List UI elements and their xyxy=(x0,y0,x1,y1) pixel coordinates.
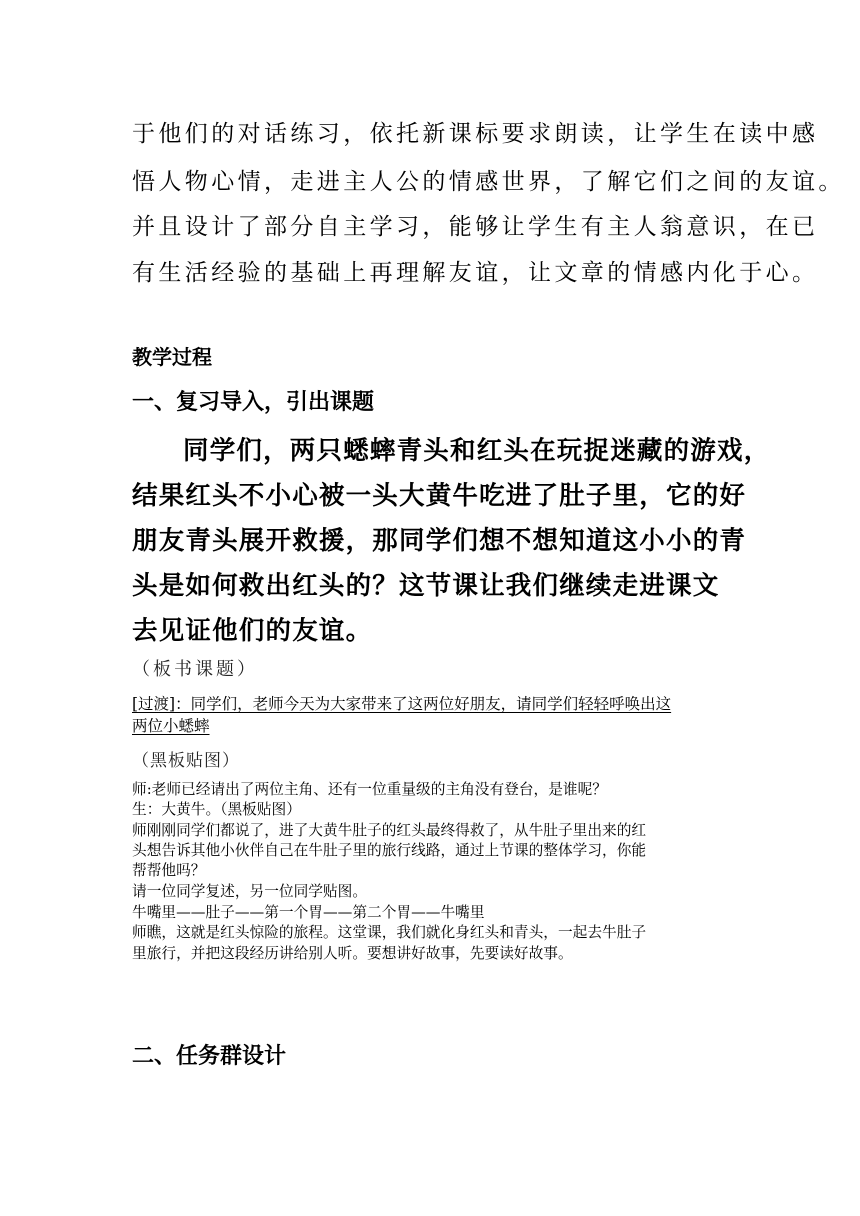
intro-line-2: 悟人物心情，走进主人公的情感世界，了解它们之间的友谊。 xyxy=(132,169,845,195)
dialog-line-8: 师瞧，这就是红头惊险的旅程。这堂课，我们就化身红头和青头，一起去牛肚子 xyxy=(132,924,647,941)
section1-title: 一、复习导入，引出课题 xyxy=(132,390,375,415)
section1-body-line-5: 去见证他们的友谊。 xyxy=(132,616,373,646)
dialog-line-1: 师:老师已经请出了两位主角、还有一位重量级的主角没有登台，是谁呢？ xyxy=(132,781,607,798)
section1-body-line-2: 结果红头不小心被一头大黄牛吃进了肚子里，它的好 xyxy=(132,481,747,511)
intro-line-4: 有生活经验的基础上再理解友谊，让文章的情感内化于心。 xyxy=(132,260,819,286)
section2-title: 二、任务群设计 xyxy=(132,1044,287,1069)
dialog-line-6: 请一位同学复述，另一位同学贴图。 xyxy=(132,883,368,900)
process-title: 教学过程 xyxy=(132,345,212,369)
intro-line-3: 并且设计了部分自主学习，能够让学生有主人翁意识，在已 xyxy=(132,214,819,240)
dialog-line-2: 生：大黄牛。（黑板贴图） xyxy=(132,801,301,818)
dialog-line-7: 牛嘴里——肚子——第一个胃——第二个胃——牛嘴里 xyxy=(132,904,485,921)
dialog-line-4: 头想告诉其他小伙伴自己在牛肚子里的旅行线路，通过上节课的整体学习，你能 xyxy=(132,842,647,859)
section1-body-line-4: 头是如何救出红头的？这节课让我们继续走进课文 xyxy=(132,571,720,601)
transition-line-1: [过渡]：同学们，老师今天为大家带来了这两位好朋友，请同学们轻轻呼唤出这 xyxy=(132,695,672,713)
dialog-line-3: 师刚刚同学们都说了，进了大黄牛肚子的红头最终得救了，从牛肚子里出来的红 xyxy=(132,822,647,839)
section1-body-line-3: 朋友青头展开救援，那同学们想不想知道这小小的青 xyxy=(132,526,747,556)
section1-body-line-1: 同学们，两只蟋蟀青头和红头在玩捉迷藏的游戏， xyxy=(183,436,771,466)
board-title-note: （板书课题） xyxy=(132,659,258,680)
dialog-line-9: 里旅行，并把这段经历讲给别人听。要想讲好故事，先要读好故事。 xyxy=(132,945,573,962)
intro-line-1: 于他们的对话练习，依托新课标要求朗读，让学生在读中感 xyxy=(132,121,819,147)
dialog-line-5: 帮帮他吗？ xyxy=(132,862,206,879)
transition-line-2: 两位小蟋蟀 xyxy=(132,717,210,735)
board-image-note: （黑板贴图） xyxy=(132,751,240,771)
